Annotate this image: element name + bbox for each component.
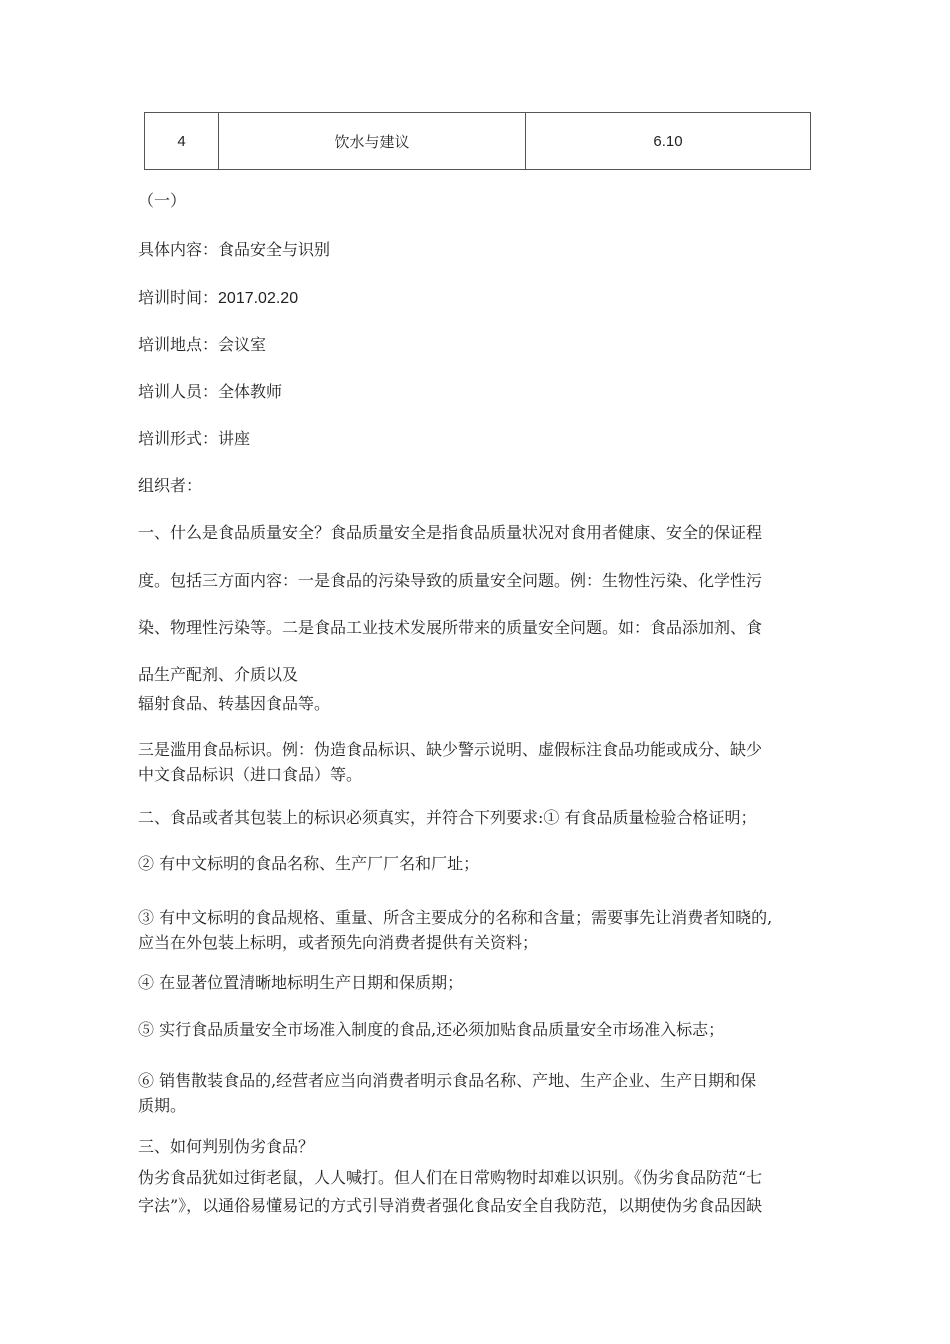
info-time-value: 2017.02.20 xyxy=(218,290,299,307)
list-item: ③ 有中文标明的食品规格、重量、所含主要成分的名称和含量；需要事先让消费者知晓的, xyxy=(138,908,773,927)
section-heading: 三、如何判别伪劣食品？ xyxy=(138,1137,315,1156)
section-marker: （一） xyxy=(138,191,187,210)
info-time-label: 培训时间： xyxy=(138,288,219,307)
list-item: ② 有中文标明的食品名称、生产厂厂名和厂址； xyxy=(138,854,480,873)
list-item: ④ 在显著位置清晰地标明生产日期和保质期； xyxy=(138,973,464,992)
info-form: 培训形式：讲座 xyxy=(138,429,251,448)
paragraph-line: 伪劣食品犹如过街老鼠，人人喊打。但人们在日常购物时却难以识别。《伪劣食品防范“七 xyxy=(138,1168,763,1187)
info-content xyxy=(138,241,330,259)
paragraph-line: 一、什么是食品质量安全？食品质量安全是指食品质量状况对食用者健康、安全的保证程 xyxy=(138,523,763,542)
info-staff: 培训人员：全体教师 xyxy=(138,382,283,401)
info-organizer: 组织者： xyxy=(138,476,203,495)
list-item: ⑥ 销售散装食品的,经营者应当向消费者明示食品名称、产地、生产企业、生产日期和保 xyxy=(138,1071,757,1090)
paragraph-line: 度。包括三方面内容：一是食品的污染导致的质量安全问题。例：生物性污染、化学性污 xyxy=(138,571,763,590)
paragraph-line: 字法”》，以通俗易懂易记的方式引导消费者强化食品安全自我防范，以期使伪劣食品因缺 xyxy=(138,1196,763,1215)
table-row xyxy=(145,113,811,170)
paragraph-line: 品生产配剂、介质以及 xyxy=(138,665,299,684)
row-topic: 饮水与建议 xyxy=(219,113,526,170)
list-item: ⑤ 实行食品质量安全市场准入制度的食品,还必须加贴食品质量安全市场准入标志； xyxy=(138,1020,725,1039)
info-content-value: 食品安全与识别 xyxy=(218,240,331,259)
paragraph-line: 三是滥用食品标识。例：伪造食品标识、缺少警示说明、虚假标注食品功能或成分、缺少 xyxy=(138,740,763,759)
row-number: 4 xyxy=(145,113,219,170)
paragraph-line: 辐射食品、转基因食品等。 xyxy=(138,694,331,713)
paragraph-line: 中文食品标识（进口食品）等。 xyxy=(138,765,363,784)
info-content-label: 具体内容： xyxy=(138,240,219,259)
schedule-table xyxy=(144,112,811,170)
list-item-continued: 质期。 xyxy=(138,1096,187,1115)
info-time xyxy=(138,289,298,308)
list-item-continued: 应当在外包装上标明，或者预先向消费者提供有关资料； xyxy=(138,933,539,952)
paragraph-line: 二、食品或者其包装上的标识必须真实，并符合下列要求:① 有食品质量检验合格证明； xyxy=(138,808,757,827)
row-date: 6.10 xyxy=(526,113,811,170)
info-place: 培训地点：会议室 xyxy=(138,335,267,354)
paragraph-line: 染、物理性污染等。二是食品工业技术发展所带来的质量安全问题。如：食品添加剂、食 xyxy=(138,618,763,637)
